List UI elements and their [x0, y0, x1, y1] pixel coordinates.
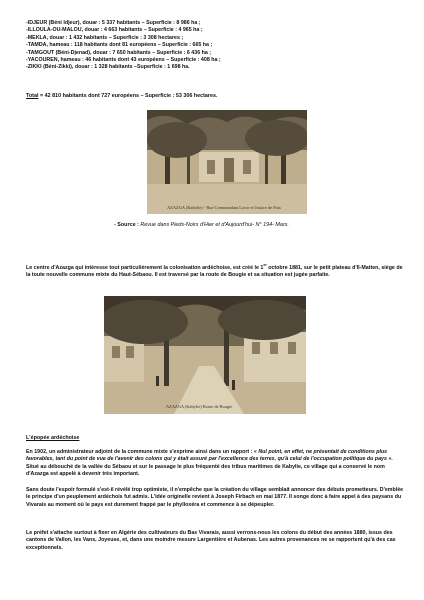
- commune-line: -IDJEUR (Béni Idjeur), douar : 5 337 habitants – Superficie : 8 986 ha ;: [26, 20, 201, 26]
- source-text: Revue dans Pieds-Noirs d'Hier et d'Aujourd'hui- N° 194- Mars.: [138, 222, 289, 228]
- paragraph-text: Le centre d'Azazga qui intéresse tout particulièrement la colonisation ardéchoise, est créé le 1: [26, 265, 264, 271]
- photo-caption: AZAZGA (Kabylie) - Rue Commandant Lacor et Justice de Paix: [167, 205, 282, 210]
- commune-line: -ILLOULA-OU-MALOU, douar : 4 663 habitants – Superficie : 4 965 ha ;: [26, 27, 203, 34]
- postcard-image: [147, 110, 307, 214]
- quote-text: « Nul point, en effet, ne présentait de conditions plus favorables, tant du point de vue de l'avenir des colons qui y était assuré par l'excellence des terres, qu'à celui de l'occupation politique du pays ».: [26, 449, 393, 463]
- paragraph-text: Situé au débouché de la vallée du Sébaou et sur le passage le plus fréquenté des tribus maritimes de Kabylie, ce village qui a conservé le nom d'Azazga est appelé à devenir très important.: [26, 463, 385, 477]
- commune-line: -ZIKKI (Béni-Zikki), douar : 1 328 habitants –Superficie : 1 698 ha.: [26, 64, 190, 71]
- commune-line: -MEKLA, douar : 1 432 habitants – Superficie : 3 308 hectares ;: [26, 34, 184, 41]
- total-text: = 42 810 habitants dont 727 européens – Superficie : 53 306 hectares.: [38, 93, 218, 99]
- total-label: Total: [26, 93, 39, 99]
- commune-list: [26, 20, 406, 72]
- source-line: [114, 222, 289, 228]
- photo-caption: AZAZGA (Kabylie) Route de Bougie: [166, 404, 233, 409]
- superscript: er: [263, 263, 267, 268]
- paragraph-text: octobre 1881, sur le petit plateau d'Il-Matten, siège de la toute nouvelle commune mixte du Haut-Sébaou. Il est traversé par la route de Bougie et sa situation est jugée parfaite.: [26, 265, 403, 279]
- paragraph-text: En 1902, un administrateur adjoint de la commune mixte s'exprime ainsi dans un rapport :: [26, 449, 254, 455]
- paragraph-prefect: Le préfet s'attache surtout à fixer en Algérie des cultivateurs du Bas Vivarais, aussi verrons-nous les colons du début des années 1880, issus des cantons de Vallon, les Vans, Joyeuse, et, dans une moindre mesure Largentière et Aubenas. Les autres provenances ne se rapportent qu'à des cas exceptionnels.: [26, 530, 396, 551]
- source-label: - Source :: [114, 222, 139, 228]
- postcard-photo-courtyard: [147, 110, 307, 214]
- commune-line: -TAMDA, hameau : 118 habitants dont 81 européens – Superficie : 665 ha ;: [26, 42, 213, 49]
- total-line: [26, 93, 218, 99]
- paragraph-hope: Sans doute l'espoir formulé s'est-il révélé trop optimiste, il n'empêche que la création du village semblait annoncer des débuts prometteurs. D'emblée le principe d'un peuplement ardéchois fut admis. L'idée originelle revient à Joseph Firbach en mai 1877. Il songe donc à faire appel à des paysans du Vivarais au moment où le pays est durement frappé par le phylloxéra et commence à se dépeupler.: [26, 487, 404, 508]
- postcard-image: [104, 296, 306, 414]
- commune-line: -TAMGOUT (Béni-Djenad), douar : 7 650 habitants – Superficie : 6 436 ha ;: [26, 49, 212, 56]
- paragraph-report: [26, 449, 406, 478]
- paragraph-azazga: [26, 265, 406, 280]
- postcard-photo-route: [104, 296, 306, 414]
- commune-line: -YACOUREN, hameau : 46 habitants dont 43 européens – Superficie : 408 ha ;: [26, 57, 221, 64]
- section-heading: L'épopée ardéchoise: [26, 435, 80, 441]
